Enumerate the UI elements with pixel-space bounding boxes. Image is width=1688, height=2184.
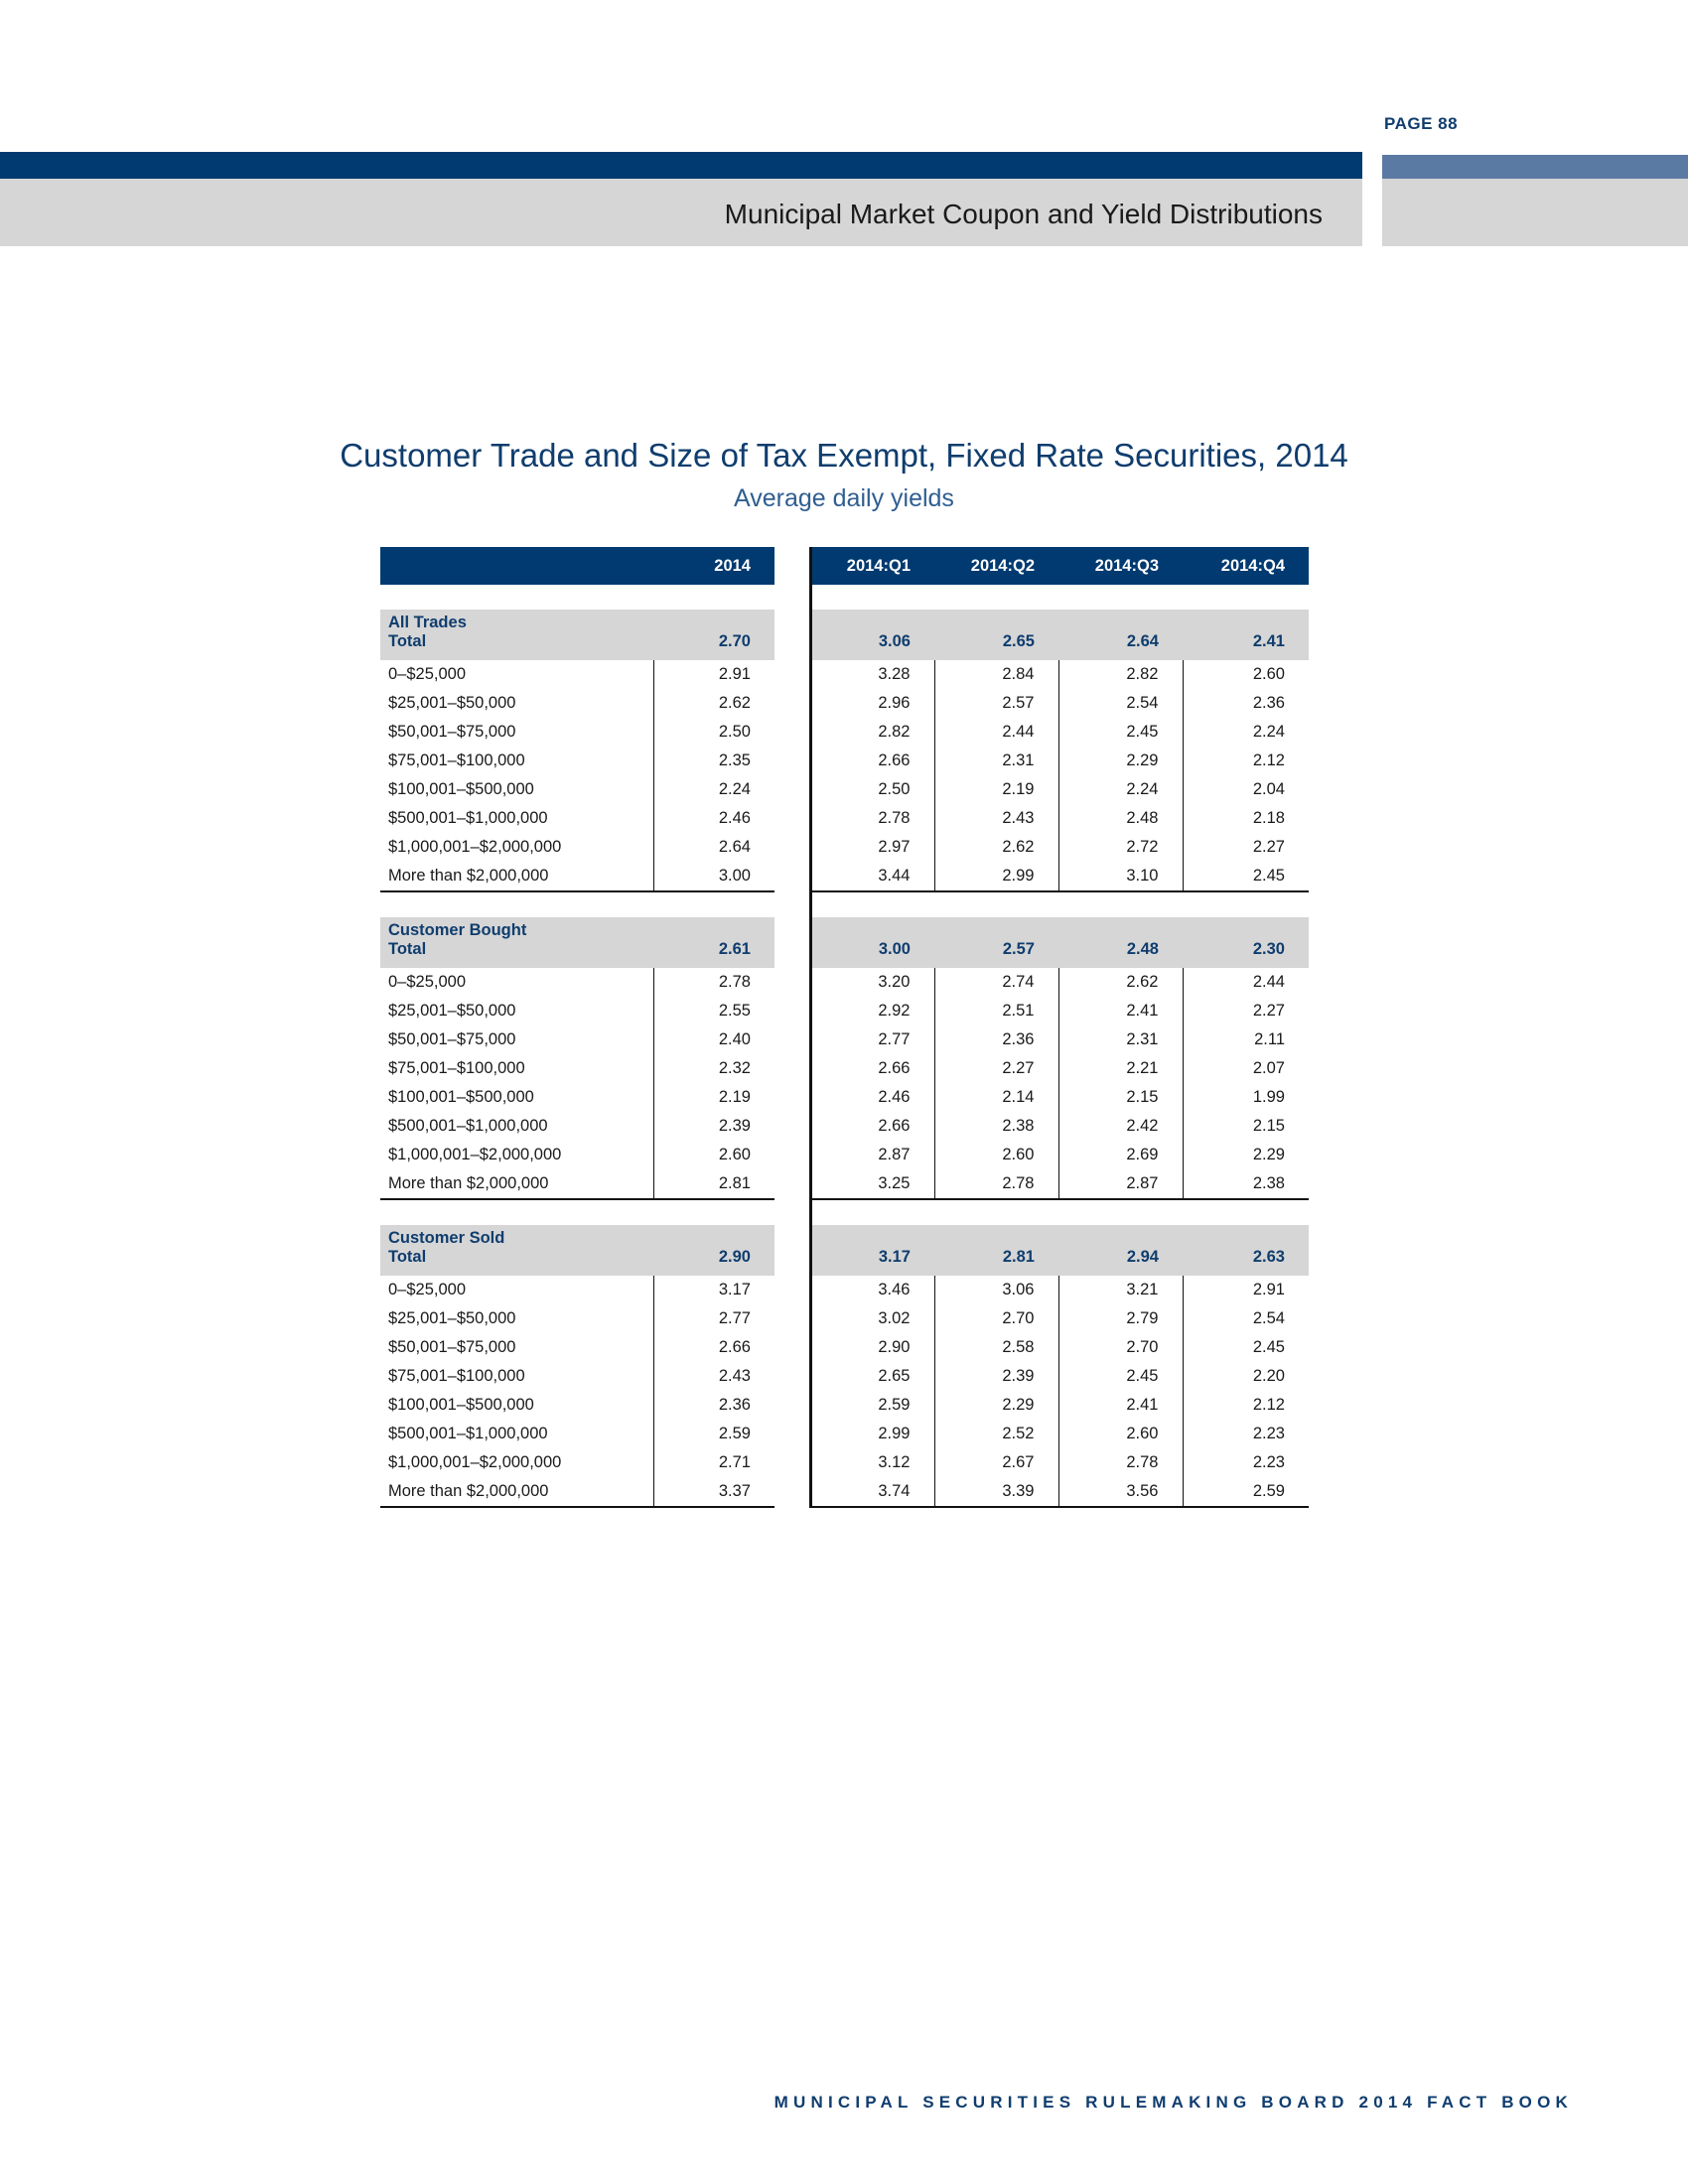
column-header-q4: 2014:Q4 <box>1183 547 1309 585</box>
cell-value: 2.50 <box>810 775 934 804</box>
column-header-q1: 2014:Q1 <box>810 547 934 585</box>
cell-value: 2.41 <box>1058 997 1183 1025</box>
group-header-cell <box>1058 610 1183 632</box>
column-divider <box>774 940 810 968</box>
cell-value: 2.78 <box>1058 1448 1183 1477</box>
cell-value: 2.54 <box>1252 1309 1285 1327</box>
table-row <box>380 1169 1309 1199</box>
cell-value: 2.23 <box>1252 1425 1285 1442</box>
group-header-cell <box>934 917 1058 940</box>
group-header <box>380 917 1309 940</box>
table-row <box>380 1141 1309 1169</box>
cell-value: 3.02 <box>810 1304 934 1333</box>
cell-value: 2.14 <box>934 1083 1058 1112</box>
group-header-cell <box>653 610 774 632</box>
cell-value: 2.45 <box>1058 1362 1183 1391</box>
table-row <box>380 1083 1309 1112</box>
group-spacer <box>380 1199 1309 1225</box>
cell-value: 2.31 <box>934 747 1058 775</box>
cell-value: 2.36 <box>1252 694 1285 712</box>
group-header-cell <box>810 610 934 632</box>
cell-value: 2.29 <box>934 1391 1058 1420</box>
cell-value: 2.39 <box>718 1117 751 1135</box>
column-divider <box>774 747 810 775</box>
column-divider <box>774 632 810 660</box>
row-label: $25,001–$50,000 <box>380 1304 653 1333</box>
total-value: 3.17 <box>810 1248 934 1276</box>
cell-value: 2.41 <box>1058 1391 1183 1420</box>
header-band-dark <box>0 152 1362 179</box>
footer-text: MUNICIPAL SECURITIES RULEMAKING BOARD 2014 FACT BOOK <box>774 2093 1573 2112</box>
column-divider <box>774 1169 810 1199</box>
cell-value: 2.60 <box>718 1146 751 1163</box>
spacer-cell <box>653 891 774 917</box>
cell-value: 2.78 <box>810 804 934 833</box>
column-divider <box>774 689 810 718</box>
cell-value: 2.15 <box>1252 1117 1285 1135</box>
table-row <box>380 1448 1309 1477</box>
cell-value: 2.55 <box>718 1002 751 1020</box>
group-header-cell <box>653 1225 774 1248</box>
column-divider <box>774 585 810 610</box>
cell-value: 2.65 <box>810 1362 934 1391</box>
group-header-cell <box>1183 1225 1309 1248</box>
cell-value: 2.59 <box>718 1425 751 1442</box>
cell-value: 2.19 <box>934 775 1058 804</box>
cell-value: 2.97 <box>810 833 934 862</box>
column-divider <box>774 997 810 1025</box>
column-divider <box>774 1141 810 1169</box>
cell-value: 2.60 <box>1252 665 1285 683</box>
cell-value: 2.36 <box>934 1025 1058 1054</box>
cell-value: 2.18 <box>1252 809 1285 827</box>
row-label: $500,001–$1,000,000 <box>380 1420 653 1448</box>
table-row <box>380 660 1309 689</box>
table-row <box>380 1112 1309 1141</box>
cell-value: 2.51 <box>934 997 1058 1025</box>
table-row <box>380 718 1309 747</box>
cell-value: 2.44 <box>934 718 1058 747</box>
spacer-cell <box>1058 585 1183 610</box>
cell-value: 2.70 <box>934 1304 1058 1333</box>
cell-value: 2.44 <box>1252 973 1285 991</box>
cell-value: 2.91 <box>1252 1281 1285 1298</box>
cell-value: 2.24 <box>718 780 751 798</box>
total-label: Total <box>380 940 653 968</box>
column-divider <box>774 1248 810 1276</box>
cell-value: 2.62 <box>718 694 751 712</box>
cell-value: 2.35 <box>718 751 751 769</box>
cell-value: 2.74 <box>934 968 1058 997</box>
column-divider <box>774 1420 810 1448</box>
row-label: $100,001–$500,000 <box>380 1391 653 1420</box>
spacer-cell <box>1183 891 1309 917</box>
row-label: $100,001–$500,000 <box>380 1083 653 1112</box>
cell-value: 2.59 <box>810 1391 934 1420</box>
group-header-cell <box>653 917 774 940</box>
row-label: $75,001–$100,000 <box>380 747 653 775</box>
cell-value: 2.66 <box>810 1054 934 1083</box>
spacer-cell <box>380 1199 653 1225</box>
row-label: $500,001–$1,000,000 <box>380 804 653 833</box>
cell-value: 3.39 <box>934 1477 1058 1507</box>
column-divider <box>774 1112 810 1141</box>
row-label: 0–$25,000 <box>380 968 653 997</box>
column-divider <box>774 1199 810 1225</box>
cell-value: 2.66 <box>810 1112 934 1141</box>
cell-value: 3.12 <box>810 1448 934 1477</box>
cell-value: 2.77 <box>810 1025 934 1054</box>
cell-value: 2.43 <box>934 804 1058 833</box>
total-value: 2.57 <box>934 940 1058 968</box>
cell-value: 2.66 <box>810 747 934 775</box>
cell-value: 2.81 <box>653 1169 774 1199</box>
column-divider <box>774 660 810 689</box>
group-header-cell <box>1183 610 1309 632</box>
table-row <box>380 689 1309 718</box>
cell-value: 2.71 <box>718 1453 751 1471</box>
cell-value: 2.91 <box>718 665 751 683</box>
cell-value: 2.45 <box>1058 718 1183 747</box>
cell-value: 2.12 <box>1252 1396 1285 1414</box>
cell-value: 2.60 <box>934 1141 1058 1169</box>
cell-value: 2.78 <box>934 1169 1058 1199</box>
total-value: 2.64 <box>1058 632 1183 660</box>
column-divider <box>774 1054 810 1083</box>
group-header-cell <box>1058 1225 1183 1248</box>
column-divider <box>774 1477 810 1507</box>
cell-value: 1.99 <box>1252 1088 1285 1106</box>
table-row <box>380 1391 1309 1420</box>
cell-value: 3.37 <box>653 1477 774 1507</box>
cell-value: 2.62 <box>1058 968 1183 997</box>
spacer-cell <box>1058 1199 1183 1225</box>
total-value: 2.61 <box>653 940 774 968</box>
total-row <box>380 1248 1309 1276</box>
column-divider <box>774 1083 810 1112</box>
cell-value: 2.43 <box>718 1367 751 1385</box>
total-value: 2.65 <box>934 632 1058 660</box>
total-label: Total <box>380 632 653 660</box>
table-row <box>380 997 1309 1025</box>
total-value: 3.06 <box>810 632 934 660</box>
cell-value: 3.17 <box>718 1281 751 1298</box>
cell-value: 3.25 <box>810 1169 934 1199</box>
cell-value: 2.27 <box>934 1054 1058 1083</box>
table-row <box>380 1420 1309 1448</box>
total-row <box>380 632 1309 660</box>
spacer-cell <box>653 585 774 610</box>
row-label: $50,001–$75,000 <box>380 1333 653 1362</box>
cell-value: 2.11 <box>1254 1030 1285 1048</box>
spacer-cell <box>934 1199 1058 1225</box>
page-number: PAGE 88 <box>1384 114 1459 133</box>
group-spacer <box>380 585 1309 610</box>
cell-value: 2.27 <box>1252 1002 1285 1020</box>
spacer-cell <box>380 891 653 917</box>
row-label: More than $2,000,000 <box>380 862 653 891</box>
table-row <box>380 862 1309 891</box>
spacer-cell <box>380 585 653 610</box>
column-divider <box>774 862 810 891</box>
row-label: $1,000,001–$2,000,000 <box>380 1448 653 1477</box>
group-header-cell <box>934 1225 1058 1248</box>
cell-value: 2.87 <box>810 1141 934 1169</box>
cell-value: 2.69 <box>1058 1141 1183 1169</box>
column-divider <box>774 968 810 997</box>
column-divider <box>774 1448 810 1477</box>
group-header-cell <box>934 610 1058 632</box>
cell-value: 3.44 <box>810 862 934 891</box>
cell-value: 2.52 <box>934 1420 1058 1448</box>
cell-value: 2.99 <box>810 1420 934 1448</box>
cell-value: 2.45 <box>1183 862 1309 891</box>
cell-value: 2.12 <box>1252 751 1285 769</box>
cell-value: 2.24 <box>1058 775 1183 804</box>
group-header-cell <box>810 917 934 940</box>
cell-value: 2.21 <box>1058 1054 1183 1083</box>
total-value: 2.90 <box>653 1248 774 1276</box>
column-divider <box>774 891 810 917</box>
row-label: $25,001–$50,000 <box>380 997 653 1025</box>
column-divider <box>774 610 810 632</box>
cell-value: 2.58 <box>934 1333 1058 1362</box>
cell-value: 2.07 <box>1252 1059 1285 1077</box>
cell-value: 3.56 <box>1058 1477 1183 1507</box>
row-label: 0–$25,000 <box>380 660 653 689</box>
cell-value: 2.60 <box>1058 1420 1183 1448</box>
cell-value: 2.39 <box>934 1362 1058 1391</box>
yield-table <box>380 547 1309 1508</box>
cell-value: 2.48 <box>1058 804 1183 833</box>
row-label: More than $2,000,000 <box>380 1169 653 1199</box>
cell-value: 2.29 <box>1058 747 1183 775</box>
cell-value: 2.57 <box>934 689 1058 718</box>
total-value: 2.30 <box>1183 940 1309 968</box>
column-divider <box>774 718 810 747</box>
column-divider <box>774 1276 810 1304</box>
table-header <box>380 547 1309 585</box>
cell-value: 2.32 <box>718 1059 751 1077</box>
cell-value: 2.42 <box>1058 1112 1183 1141</box>
group-name: Customer Bought <box>380 917 653 940</box>
cell-value: 2.67 <box>934 1448 1058 1477</box>
total-value: 2.48 <box>1058 940 1183 968</box>
table-row <box>380 1304 1309 1333</box>
row-label: $1,000,001–$2,000,000 <box>380 833 653 862</box>
header-band-accent <box>1382 155 1688 179</box>
cell-value: 2.46 <box>810 1083 934 1112</box>
cell-value: 2.24 <box>1252 723 1285 741</box>
cell-value: 3.74 <box>810 1477 934 1507</box>
total-row <box>380 940 1309 968</box>
group-spacer <box>380 891 1309 917</box>
table-row <box>380 1333 1309 1362</box>
table-row <box>380 1276 1309 1304</box>
cell-value: 2.19 <box>718 1088 751 1106</box>
cell-value: 2.77 <box>718 1309 751 1327</box>
spacer-cell <box>1183 1199 1309 1225</box>
table-row <box>380 968 1309 997</box>
cell-value: 2.31 <box>1058 1025 1183 1054</box>
cell-value: 2.96 <box>810 689 934 718</box>
cell-value: 2.92 <box>810 997 934 1025</box>
cell-value: 2.45 <box>1252 1338 1285 1356</box>
cell-value: 2.38 <box>1183 1169 1309 1199</box>
cell-value: 2.72 <box>1058 833 1183 862</box>
spacer-cell <box>1183 585 1309 610</box>
row-label: More than $2,000,000 <box>380 1477 653 1507</box>
cell-value: 2.82 <box>1058 660 1183 689</box>
group-header-cell <box>1183 917 1309 940</box>
cell-value: 2.99 <box>934 862 1058 891</box>
row-label: $100,001–$500,000 <box>380 775 653 804</box>
cell-value: 2.29 <box>1252 1146 1285 1163</box>
cell-value: 3.46 <box>810 1276 934 1304</box>
total-label: Total <box>380 1248 653 1276</box>
total-value: 3.00 <box>810 940 934 968</box>
cell-value: 2.70 <box>1058 1333 1183 1362</box>
row-label: $500,001–$1,000,000 <box>380 1112 653 1141</box>
cell-value: 2.27 <box>1252 838 1285 856</box>
cell-value: 2.62 <box>934 833 1058 862</box>
cell-value: 2.87 <box>1058 1169 1183 1199</box>
cell-value: 3.00 <box>653 862 774 891</box>
spacer-cell <box>810 585 934 610</box>
spacer-cell <box>810 891 934 917</box>
cell-value: 2.50 <box>718 723 751 741</box>
cell-value: 2.82 <box>810 718 934 747</box>
row-label: $50,001–$75,000 <box>380 1025 653 1054</box>
row-label: $75,001–$100,000 <box>380 1362 653 1391</box>
spacer-cell <box>810 1199 934 1225</box>
table-title: Customer Trade and Size of Tax Exempt, Fixed Rate Securities, 2014 <box>340 437 1348 474</box>
cell-value: 3.28 <box>810 660 934 689</box>
group-header-cell <box>1058 917 1183 940</box>
cell-value: 2.40 <box>718 1030 751 1048</box>
column-divider <box>774 917 810 940</box>
total-value: 2.81 <box>934 1248 1058 1276</box>
row-label: $50,001–$75,000 <box>380 718 653 747</box>
cell-value: 2.20 <box>1252 1367 1285 1385</box>
column-header-2014: 2014 <box>653 547 774 585</box>
spacer-cell <box>653 1199 774 1225</box>
group-name: Customer Sold <box>380 1225 653 1248</box>
cell-value: 2.54 <box>1058 689 1183 718</box>
cell-value: 3.20 <box>810 968 934 997</box>
column-divider <box>774 1225 810 1248</box>
column-divider <box>774 547 810 585</box>
column-divider <box>774 804 810 833</box>
cell-value: 2.84 <box>934 660 1058 689</box>
table-body <box>380 585 1309 1507</box>
table-row <box>380 1362 1309 1391</box>
cell-value: 2.04 <box>1252 780 1285 798</box>
table-row <box>380 1054 1309 1083</box>
section-title: Municipal Market Coupon and Yield Distributions <box>724 199 1323 229</box>
spacer-cell <box>1058 891 1183 917</box>
cell-value: 2.46 <box>718 809 751 827</box>
header-blank-cell <box>380 547 653 585</box>
table-row <box>380 804 1309 833</box>
total-value: 2.63 <box>1183 1248 1309 1276</box>
group-header <box>380 610 1309 632</box>
table-subtitle: Average daily yields <box>734 484 954 512</box>
column-divider <box>774 833 810 862</box>
column-divider <box>774 1025 810 1054</box>
column-header-q2: 2014:Q2 <box>934 547 1058 585</box>
total-value: 2.94 <box>1058 1248 1183 1276</box>
row-label: 0–$25,000 <box>380 1276 653 1304</box>
cell-value: 3.21 <box>1058 1276 1183 1304</box>
spacer-cell <box>934 585 1058 610</box>
cell-value: 3.10 <box>1058 862 1183 891</box>
cell-value: 2.36 <box>718 1396 751 1414</box>
group-name: All Trades <box>380 610 653 632</box>
cell-value: 2.78 <box>718 973 751 991</box>
group-header <box>380 1225 1309 1248</box>
total-value: 2.41 <box>1183 632 1309 660</box>
cell-value: 2.64 <box>718 838 751 856</box>
cell-value: 2.59 <box>1183 1477 1309 1507</box>
total-value: 2.70 <box>653 632 774 660</box>
cell-value: 2.23 <box>1252 1453 1285 1471</box>
header-band-light-right <box>1382 179 1688 246</box>
cell-value: 3.06 <box>934 1276 1058 1304</box>
row-label: $1,000,001–$2,000,000 <box>380 1141 653 1169</box>
table-row <box>380 1477 1309 1507</box>
spacer-cell <box>934 891 1058 917</box>
table-row <box>380 775 1309 804</box>
row-label: $75,001–$100,000 <box>380 1054 653 1083</box>
column-header-q3: 2014:Q3 <box>1058 547 1183 585</box>
column-divider <box>774 1362 810 1391</box>
cell-value: 2.79 <box>1058 1304 1183 1333</box>
table-row <box>380 1025 1309 1054</box>
column-divider <box>774 1391 810 1420</box>
column-divider <box>774 775 810 804</box>
cell-value: 2.38 <box>934 1112 1058 1141</box>
cell-value: 2.66 <box>718 1338 751 1356</box>
cell-value: 2.15 <box>1058 1083 1183 1112</box>
group-header-cell <box>810 1225 934 1248</box>
table-row <box>380 747 1309 775</box>
column-divider <box>774 1333 810 1362</box>
table-row <box>380 833 1309 862</box>
cell-value: 2.90 <box>810 1333 934 1362</box>
column-divider <box>774 1304 810 1333</box>
row-label: $25,001–$50,000 <box>380 689 653 718</box>
